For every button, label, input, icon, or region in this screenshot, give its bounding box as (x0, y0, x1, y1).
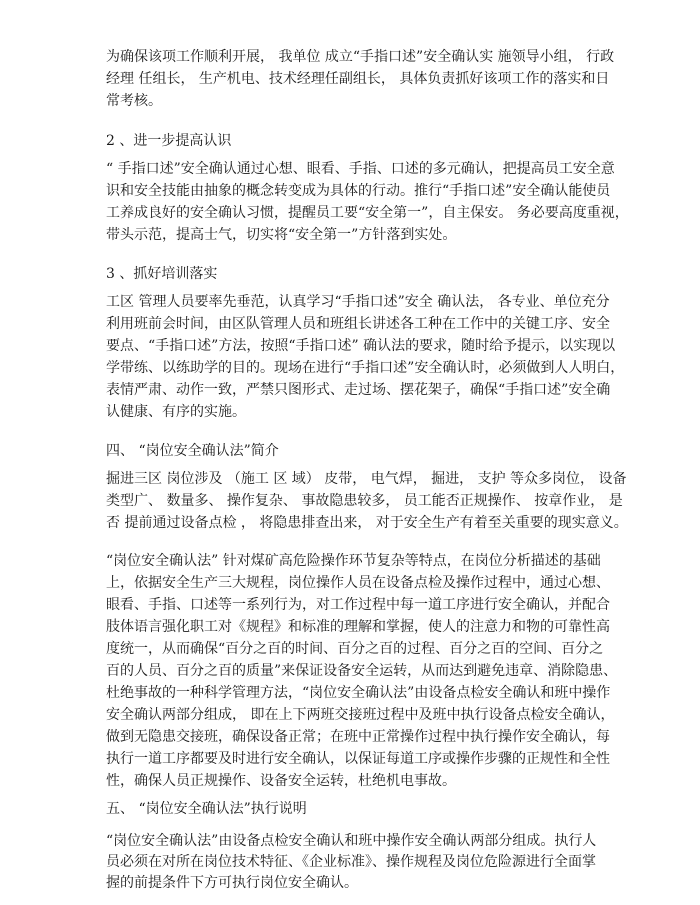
paragraph-line: 要点、“手指口述”方法，按照“手指口述” 确认法的要求，随时给予提示，以实现以 (106, 338, 616, 354)
paragraph-line: 为确保该项工作顺利开展， 我单位 成立“手指口述”安全确认实 施领导小组， 行政 (106, 49, 615, 65)
section-heading-2: 2 、进一步提高认识 (106, 133, 232, 149)
section-heading-5: 五、 “岗位安全确认法”执行说明 (106, 801, 307, 817)
paragraph-line: 工区 管理人员要率先垂范，认真学习“手指口述”安全 确认法， 各专业、单位充分 (106, 294, 610, 310)
paragraph-line: 度统一，从而确保“百分之百的时间、百分之百的过程、百分之百的空间、百分之 (106, 641, 604, 657)
paragraph-line: 否 提前通过设备点检 ， 将隐患排查出来， 对于安全生产有着至关重要的现实意义。 (106, 515, 628, 531)
paragraph-line: 识和安全技能由抽象的概念转变成为具体的行动。推行“手指口述”安全确认能使员 (106, 183, 611, 199)
paragraph-line: 学带练、以练助学的目的。现场在进行“手指口述”安全确认时，必须做到人人明白， (106, 360, 625, 376)
paragraph-line: “岗位安全确认法”由设备点检安全确认和班中操作安全确认两部分组成。执行人 (106, 833, 597, 849)
paragraph-line: 握的前提条件下方可执行岗位安全确认。 (106, 875, 358, 891)
paragraph-line: 上，依据安全生产三大规程，岗位操作人员在设备点检及操作过程中，通过心想、 (106, 575, 610, 591)
paragraph-line: 执行一道工序都要及时进行安全确认，以保证每道工序或操作步骤的正规性和全性 (106, 751, 610, 767)
paragraph-line: 带头示范，提高士气，切实将“安全第一”方针落到实处。 (106, 227, 457, 243)
paragraph-line: 利用班前会时间，由区队管理人员和班组长讲述各工种在工作中的关键工序、安全 (106, 316, 610, 332)
paragraph-line: 性，确保人员正规操作、设备安全运转，杜绝机电事故。 (106, 773, 456, 789)
paragraph-line: 杜绝事故的一种科学管理方法，“岗位安全确认法”由设备点检安全确认和班中操作 (106, 685, 611, 701)
paragraph-line: 员必须在对所在岗位技术特征、《企业标准》、操作规程及岗位危险源进行全面掌 (106, 854, 596, 870)
paragraph-line: 类型广、 数量多、 操作复杂、 事故隐患较多， 员工能否正规操作、 按章作业， 是 (106, 493, 623, 509)
paragraph-line: 认健康、有序的实施。 (106, 404, 246, 420)
paragraph-line: “岗位安全确认法” 针对煤矿高危险操作环节复杂等特点，在岗位分析描述的基础 (106, 553, 601, 569)
section-heading-3: 3 、抓好培训落实 (106, 266, 218, 282)
paragraph-line: “ 手指口述”安全确认通过心想、眼看、手指、口述的多元确认，把提高员工安全意 (106, 161, 615, 177)
paragraph-line: 表情严肃、动作一致，严禁只图形式、走过场、摆花架子，确保“手指口述”安全确 (106, 382, 611, 398)
section-heading-4: 四、 “岗位安全确认法”简介 (106, 443, 279, 459)
paragraph-line: 经理 任组长， 生产机电、技术经理任副组长， 具体负责抓好该项工作的落实和日 (106, 71, 610, 87)
paragraph-line: 常考核。 (106, 93, 162, 109)
paragraph-line: 安全确认两部分组成， 即在上下两班交接班过程中及班中执行设备点检安全确认， (106, 707, 615, 723)
paragraph-line: 眼看、手指、口述等一系列行为，对工作过程中每一道工序进行安全确认，并配合 (106, 597, 610, 613)
paragraph-line: 掘进三区 岗位涉及 （施工 区 域） 皮带， 电气焊， 掘进， 支护 等众多岗位， 设备 (106, 471, 627, 487)
paragraph-line: 做到无隐患交接班，确保设备正常；在班中正常操作过程中执行操作安全确认，每 (106, 729, 610, 745)
paragraph-line: 肢体语言强化职工对《规程》和标准的理解和掌握，使人的注意力和物的可靠性高 (106, 619, 610, 635)
paragraph-line: 百的人员、百分之百的质量”来保证设备安全运转，从而达到避免违章、消除隐患、 (106, 663, 618, 679)
paragraph-line: 工养成良好的安全确认习惯，提醒员工要“安全第一”，自主保安。 务必要高度重视， (106, 205, 629, 221)
